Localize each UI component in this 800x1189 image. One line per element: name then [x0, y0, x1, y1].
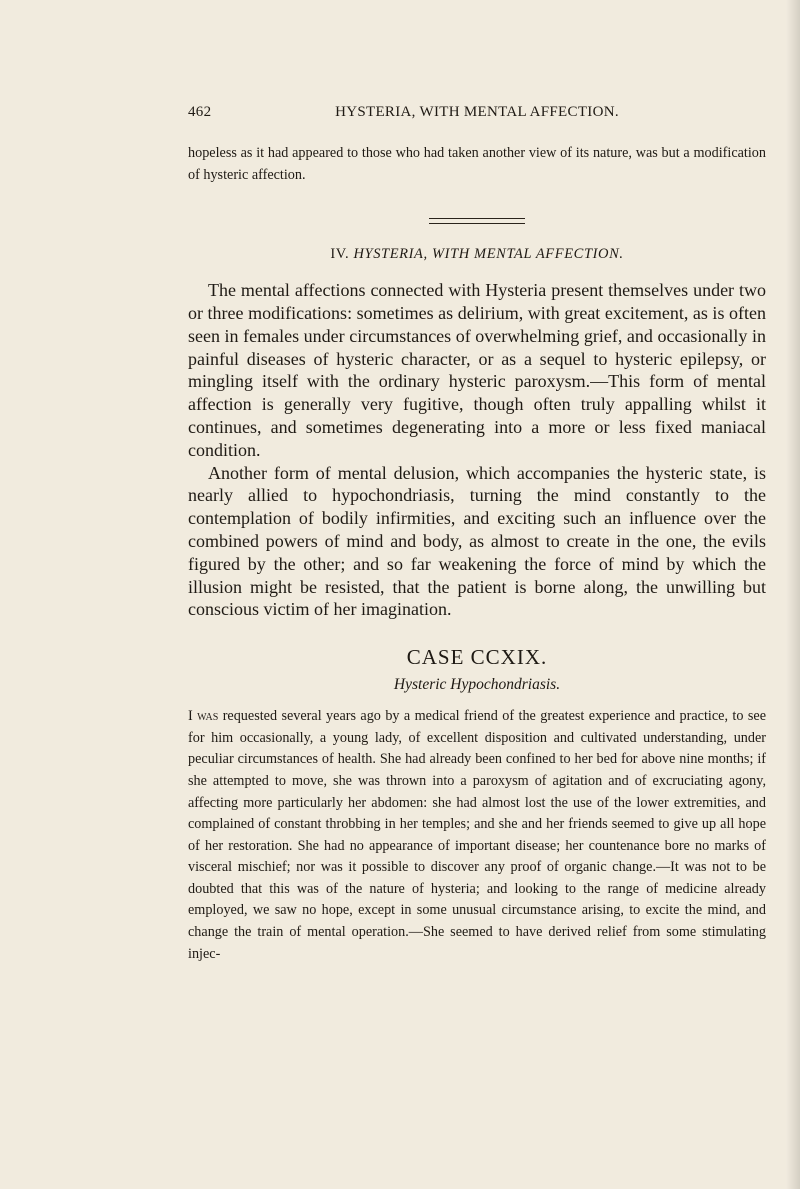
intro-paragraph: hopeless as it had appeared to those who had taken another view of its nature, was but a modification of hysteric affection.: [188, 145, 766, 183]
running-header: [188, 104, 766, 128]
book-page: [188, 104, 766, 965]
page-number: 462: [188, 104, 212, 120]
case-body-text: requested several years ago by a medical friend of the greatest experience and practice, to see for him occasionally, a young lady, of excellent disposition and cultivated understanding, under peculiar circumstances of health. She had already been confined to her bed for above nine months; if she attempted to move, she was thrown into a paroxysm of agitation and of excruciating agony, affecting more particularly her abdomen: she had almost lost the use of the lower extremities, and complained of constant throbbing in her temples; and she and her friends seemed to give up all hope of her restoration. She had no appearance of important disease; her countenance bore no marks of visceral mischief; nor was it possible to discover any proof of organic change.—It was not to be doubted that this was of the nature of hysteria; and looking to the range of medicine already employed, we saw no hope, except in some unusual circumstance arising, to excite the mind, and change the train of mental operation.—She seemed to have derived relief from some stimulating injec-: [188, 708, 766, 962]
case-opening-word: I was: [188, 708, 219, 725]
case-paragraph: [188, 706, 766, 965]
case-title: CASE CCXIX.: [406, 645, 548, 670]
running-title: HYSTERIA, WITH MENTAL AFFECTION.: [335, 104, 619, 120]
body-paragraph-2: Another form of mental delusion, which accompanies the hysteric state, is nearly allied to hypochondriasis, turning the mind constantly to the contemplation of bodily infirmities, and exciting such an influence over the combined powers of mind and body, as almost to create in the one, the evils figured by the other; and so far weakening the force of mind by which the illusion might be resisted, that the patient is borne along, the unwilling but conscious victim of her imagination.: [188, 462, 766, 620]
body-paragraph-1: The mental affections connected with Hysteria present themselves under two or three modifications: sometimes as delirium, with great excitement, as is often seen in females under circumstances of overwhelming grief, and occasionally in painful diseases of hysteric character, or as a sequel to hysteric epilepsy, or mingling itself with the ordinary hysteric paroxysm.—This form of mental affection is generally very fugitive, though often truly appalling whilst it continues, and sometimes degenerating into a more or less fixed maniacal condition.: [188, 280, 766, 460]
section-title: HYSTERIA, WITH MENTAL AFFECTION.: [353, 246, 624, 263]
section-numeral: IV.: [330, 246, 350, 263]
section-divider: [429, 218, 525, 224]
page-edge-shadow: [786, 0, 800, 1189]
case-subtitle: Hysteric Hypochondriasis.: [393, 676, 561, 694]
section-heading: [188, 246, 766, 263]
